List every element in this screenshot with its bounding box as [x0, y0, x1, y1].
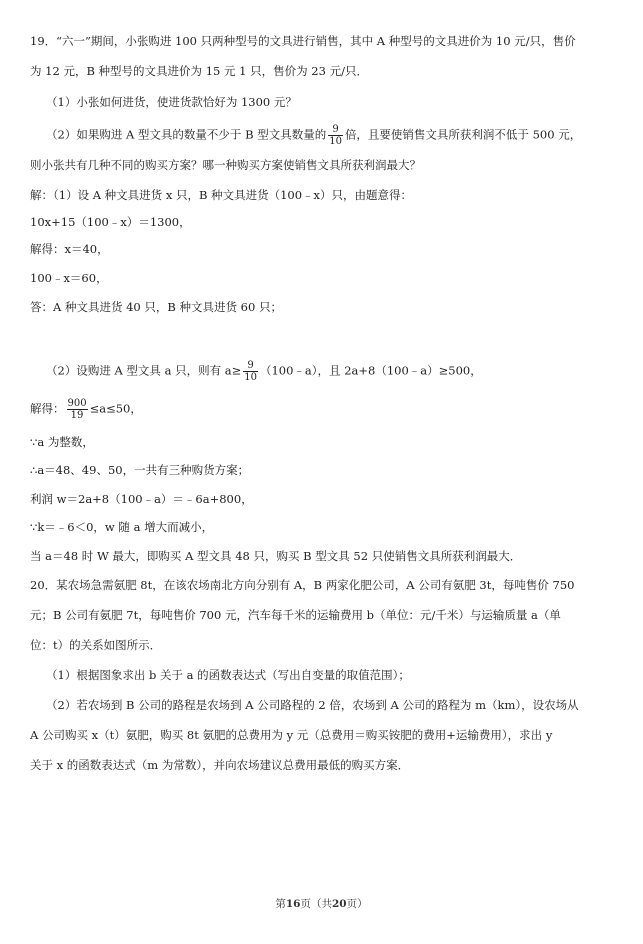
page-number: 16 — [285, 898, 301, 910]
q19-solution-9: ∴a＝48、49、50，一共有三种购货方案； — [30, 463, 250, 477]
q19-solution-12: 当 a＝48 时 W 最大，即购买 A 型文具 48 只，购买 B 型文具 52 只使销售文具所获利润最大． — [30, 549, 522, 563]
q19-part2-text-a: （2）如果购进 A 型文具的数量不少于 B 型文具数量的 — [46, 127, 327, 142]
fraction-900-19: $\frac{900}{19}$ — [67, 398, 87, 421]
q20-part2-line1: （2）若农场到 B 公司的路程是农场到 A 公司路程的 2 倍，农场到 A 公司的路程为 m（km），设农场从 — [46, 698, 579, 712]
q19-solution-1: 解：（1）设 A 种文具进货 x 只，B 种文具进货（100﹣x）只，由题意得： — [30, 188, 413, 202]
q19-solution-2: 10x+15（100﹣x）＝1300， — [30, 215, 191, 229]
q19-part2-line1 — [46, 124, 581, 147]
q19-line1: 19．“六一”期间，小张购进 100 只两种型号的文具进行销售，其中 A 种型号的文具进价为 10 元/只，售价 — [30, 34, 576, 48]
q19-solution-4: 100﹣x＝60， — [30, 271, 108, 285]
fraction-9-10: $\frac{9}{10}$ — [244, 360, 257, 383]
q19-line2: 为 12 元，B 种型号的文具进价为 15 元 1 只，售价为 23 元/只． — [30, 64, 368, 78]
q19-part1: （1）小张如何进货，使进货款恰好为 1300 元？ — [46, 95, 297, 109]
q20-part2-line2: A 公司购买 x（t）氨肥，购买 8t 氨肥的总费用为 y 元（总费用＝购买铵肥的费用+运输费用），求出 y — [30, 728, 553, 742]
q20-part1: （1）根据图象求出 b 关于 a 的函数表达式（写出自变量的取值范围）； — [46, 668, 410, 682]
page-footer: 第16页（共20页） — [275, 898, 368, 910]
q20-line2: 元；B 公司有氨肥 7t，每吨售价 700 元，汽车每千米的运输费用 b（单位：元/千米）与运输质量 a（单 — [30, 608, 561, 622]
q20-part2-line3: 关于 x 的函数表达式（m 为常数），并向农场建议总费用最低的购买方案． — [30, 758, 410, 772]
page-total: 20 — [332, 898, 347, 910]
q19-solution-3: 解得：x＝40， — [30, 242, 109, 256]
q20-line1: 20．某农场急需氨肥 8t，在该农场南北方向分别有 A，B 两家化肥公司，A 公司有氨肥 3t，每吨售价 750 — [30, 578, 575, 592]
q19-solution-8: ∵a 为整数， — [30, 435, 94, 449]
q19-solution-11: ∵k＝﹣6＜0，w 随 a 增大而减小， — [30, 520, 214, 534]
q19-solution-6: （2）设购进 A 型文具 a 只，则有 a≥ $\frac{9}{10}$ （100﹣a），且 2a+8（100﹣a）≥500， — [46, 360, 482, 383]
q19-part2-text-b: 倍，且要使销售文具所获利润不低于 500 元， — [344, 127, 582, 142]
q19-part2-line2: 则小张共有几种不同的购买方案？哪一种购买方案使销售文具所获利润最大？ — [30, 158, 421, 172]
q19-solution-10: 利润 w＝2a+8（100﹣a）＝﹣6a+800， — [30, 492, 253, 506]
q19-solution-5: 答：A 种文具进货 40 只，B 种文具进货 60 只； — [30, 300, 282, 314]
fraction-9-10: $\frac{9}{10}$ — [329, 124, 342, 147]
q19-solution-7: 解得： $\frac{900}{19}$ ≤a≤50， — [30, 398, 142, 421]
q20-line3: 位：t）的关系如图所示． — [30, 638, 162, 652]
